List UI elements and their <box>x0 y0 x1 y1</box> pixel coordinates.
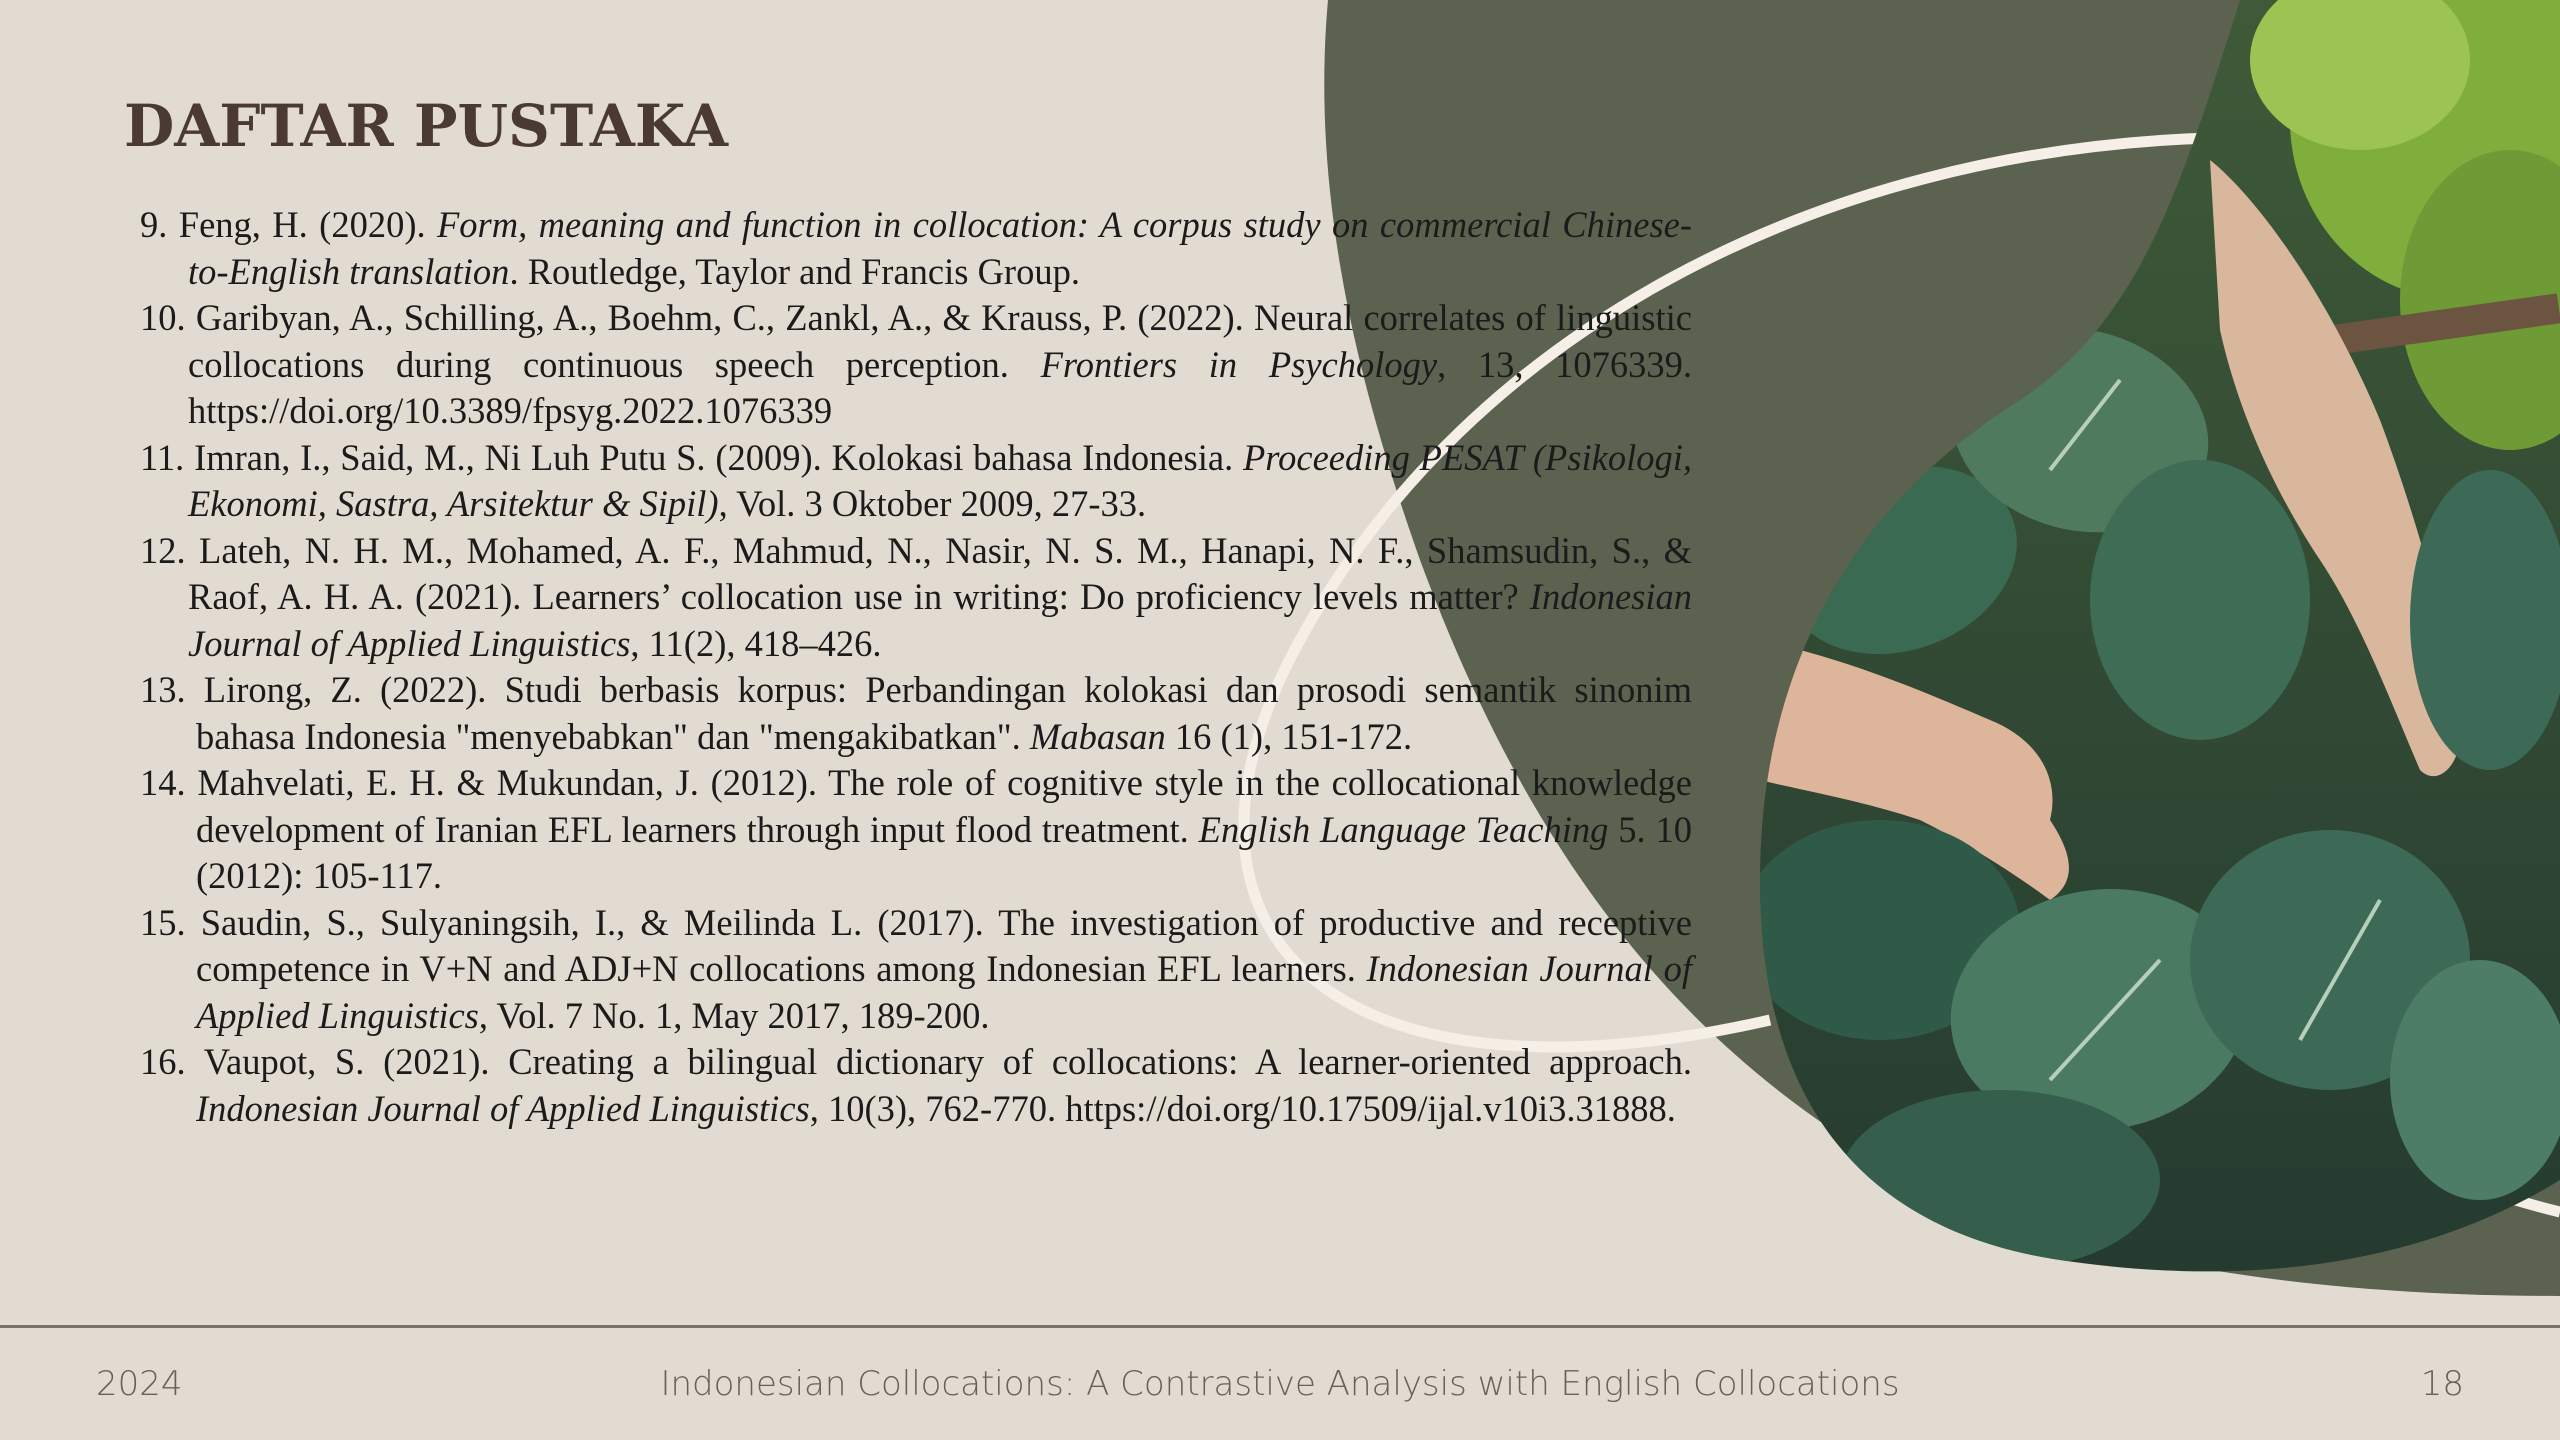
reference-rest: , 10(3), 762-770. https://doi.org/10.17509/ijal.v10i3.31888. <box>809 1087 1676 1129</box>
reference-rest: 16 (1), 151-172. <box>1165 715 1413 757</box>
reference-item <box>140 528 1692 668</box>
reference-item <box>140 667 1692 760</box>
reference-authors: Garibyan, A., Schilling, A., Boehm, C., Zankl, A., & Krauss, P. (2022). Neural correlates of linguistic collocations during continuous speech perception. <box>188 297 1692 385</box>
reference-authors: Imran, I., Said, M., Ni Luh Putu S. (2009). Kolokasi bahasa Indonesia. <box>194 436 1243 478</box>
reference-title: Indonesian Journal of Applied Linguistics <box>196 1087 810 1129</box>
reference-title: Mabasan <box>1029 715 1166 757</box>
reference-number: 14. <box>140 762 186 803</box>
reference-item <box>140 900 1692 1040</box>
reference-authors: Lirong, Z. (2022). Studi berbasis korpus: Perbandingan kolokasi dan prosodi semantik sinonim bahasa Indonesia "menyebabkan" dan "mengakibatkan". <box>196 669 1692 757</box>
reference-number: 13. <box>140 669 186 710</box>
footer-year: 2024 <box>96 1364 183 1404</box>
reference-title: Indonesian Journal of Applied Linguistics <box>196 948 1692 1036</box>
reference-item <box>140 760 1692 900</box>
reference-item <box>140 295 1692 435</box>
reference-number: 9. <box>140 204 168 245</box>
reference-authors: Mahvelati, E. H. & Mukundan, J. (2012). The role of cognitive style in the collocational knowledge development of Iranian EFL learners through input flood treatment. <box>196 762 1692 850</box>
slide-title: DAFTAR PUSTAKA <box>124 92 728 160</box>
reference-title: Frontiers in Psychology <box>1040 343 1438 385</box>
reference-number: 11. <box>140 436 185 478</box>
reference-number: 10. <box>140 297 186 338</box>
reference-title: English Language Teaching <box>1198 808 1609 850</box>
footer-divider <box>0 1325 2560 1328</box>
reference-rest: . Routledge, Taylor and Francis Group. <box>509 250 1080 292</box>
reference-list <box>140 202 1692 1132</box>
reference-authors: Vaupot, S. (2021). Creating a bilingual dictionary of collocations: A learner-oriented approach. <box>203 1041 1692 1082</box>
reference-item <box>140 435 1692 528</box>
reference-title: Indonesian Journal of Applied Linguistics <box>188 576 1692 664</box>
reference-rest: , Vol. 3 Oktober 2009, 27-33. <box>718 483 1147 524</box>
reference-authors: Lateh, N. H. M., Mohamed, A. F., Mahmud, N., Nasir, N. S. M., Hanapi, N. F., Shamsudin, S., & Raof, A. H. A. (2021). Learners’ collocation use in writing: Do proficiency levels matter? <box>188 529 1692 617</box>
reference-number: 15. <box>140 901 186 943</box>
reference-rest: 5. 10 (2012): 105-117. <box>196 808 1693 896</box>
reference-item <box>140 202 1692 295</box>
reference-number: 12. <box>140 529 186 571</box>
reference-item <box>140 1039 1692 1132</box>
reference-title: Form, meaning and function in collocation: A corpus study on commercial Chinese-to-English translation <box>188 204 1693 292</box>
page-number: 18 <box>2420 1364 2464 1404</box>
reference-authors: Feng, H. (2020). <box>178 204 438 245</box>
reference-rest: , 13, 1076339. https://doi.org/10.3389/fpsyg.2022.1076339 <box>188 343 1693 431</box>
reference-title: Proceeding PESAT (Psikologi, Ekonomi, Sastra, Arsitektur & Sipil) <box>188 436 1693 524</box>
footer-title: Indonesian Collocations: A Contrastive Analysis with English Collocations <box>660 1364 1900 1404</box>
reference-authors: Saudin, S., Sulyaningsih, I., & Meilinda L. (2017). The investigation of productive and receptive competence in V+N and ADJ+N collocations among Indonesian EFL learners. <box>196 901 1693 989</box>
reference-rest: , 11(2), 418–426. <box>630 622 882 664</box>
reference-rest: , Vol. 7 No. 1, May 2017, 189-200. <box>478 994 990 1036</box>
reference-number: 16. <box>140 1041 186 1082</box>
